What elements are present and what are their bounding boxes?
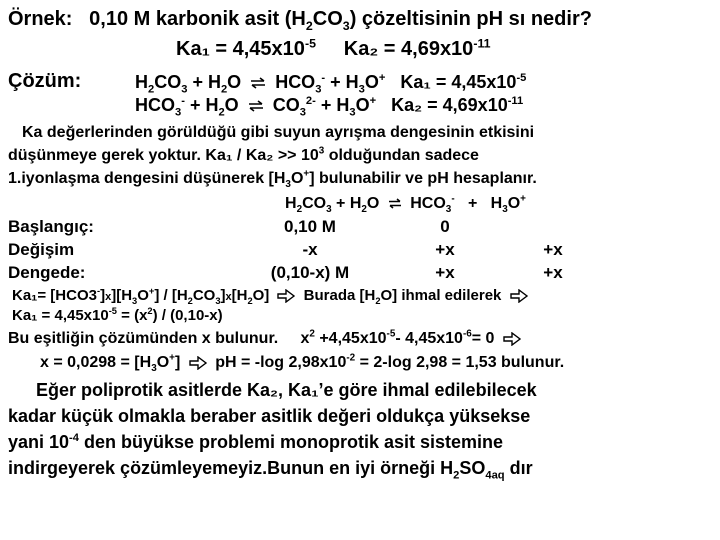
reaction-1: $H_2CO_3 + H_2O$ $HCO_3^- + H_3O^+$ $Ka_1 = 4,45x10^{-5}$	[135, 72, 527, 96]
paragraph1-line2: düşünmeye gerek yoktur. $Ka_1 / Ka_2 >> 10^3$ olduğundan sadece	[8, 145, 479, 164]
table-cell: +x	[435, 240, 455, 259]
ka-substitution: $Ka_1 = 4,45x10^{-5} = (x^2) / (0,10-x)$	[12, 306, 223, 324]
paragraph2-line2: kadar küçük olmakla beraber asitlik değeri oldukça yüksekse	[8, 406, 531, 426]
paragraph2-line3: yani $10^{-4}$ den büyükse problemi monoprotik asit sistemine	[8, 432, 504, 452]
example-question: Örnek: 0,10 M karbonik asit $(H_2CO_3)$ çözeltisinin pH sı nedir?	[8, 8, 592, 33]
arrow-right-icon	[503, 332, 521, 346]
equilibrium-arrow-icon	[248, 100, 264, 112]
table-row-label: Başlangıç:	[8, 217, 94, 236]
table-cell: -x	[302, 240, 318, 259]
table-reaction: $H_2CO_3 + H_2O$ $HCO_3^- + H_3O^+$	[285, 193, 526, 216]
table-row-label: Dengede:	[8, 263, 86, 282]
paragraph1-line3: 1.iyonlaşma dengesini düşünerek $[H_3O^+]$ bulunabilir ve pH hesaplanır.	[8, 168, 537, 191]
table-cell: +x	[435, 263, 455, 282]
equilibrium-arrow-icon	[250, 77, 266, 89]
table-row-label: Değişim	[8, 240, 75, 259]
paragraph2-line4: indirgeyerek çözümleyemeyiz.Bunun en iyi örneği $H_2SO_{4aq}$ dır	[8, 458, 533, 482]
result-line: $x = 0,0298 = [H_3O^+]$ pH = -log $2,98x10^{-2} = 2-\log$ 2,98 = 1,53 bulunur.	[40, 352, 565, 375]
table-cell: 0	[440, 217, 450, 236]
solution-label: Çözüm:	[8, 70, 82, 92]
arrow-right-icon	[510, 289, 528, 303]
ka-values: $Ka_1 = 4,45x10^{-5}$ $Ka_2 = 4,69x10^{-11}$	[176, 36, 491, 60]
table-cell: +x	[543, 240, 563, 259]
table-cell: +x	[543, 263, 563, 282]
arrow-right-icon	[277, 289, 295, 303]
solve-line: Bu eşitliğin çözümünden x bulunur. $x^2 +4,45x10^{-5}-$ $4,45x10^{-6}= 0$	[8, 330, 525, 348]
equilibrium-arrow-icon	[388, 198, 402, 209]
ka-expression: $Ka_1= [HCO3^-]x][H_3O^+] / [H_2CO_3]x[H_2O]$ Burada $[H_2O]$ ihmal edilerek	[12, 287, 532, 304]
arrow-right-icon	[189, 356, 207, 370]
paragraph1-line1: Ka değerlerinden görüldüğü gibi suyun ayrışma dengesinin etkisini	[22, 124, 535, 141]
ornek-label: Örnek:	[8, 8, 73, 30]
table-cell: 0,10 M	[284, 217, 336, 236]
paragraph2-line1: Eğer poliprotik asitlerde Ka₂, Ka₁’e göre ihmal edilebilecek	[36, 380, 537, 400]
reaction-2: $HCO_3^- + H_2O$ $CO_3^{2-} + H_3O^+$ $Ka_2 = 4,69x10^{-11}$	[135, 95, 524, 119]
table-cell: (0,10-x) M	[270, 263, 350, 282]
